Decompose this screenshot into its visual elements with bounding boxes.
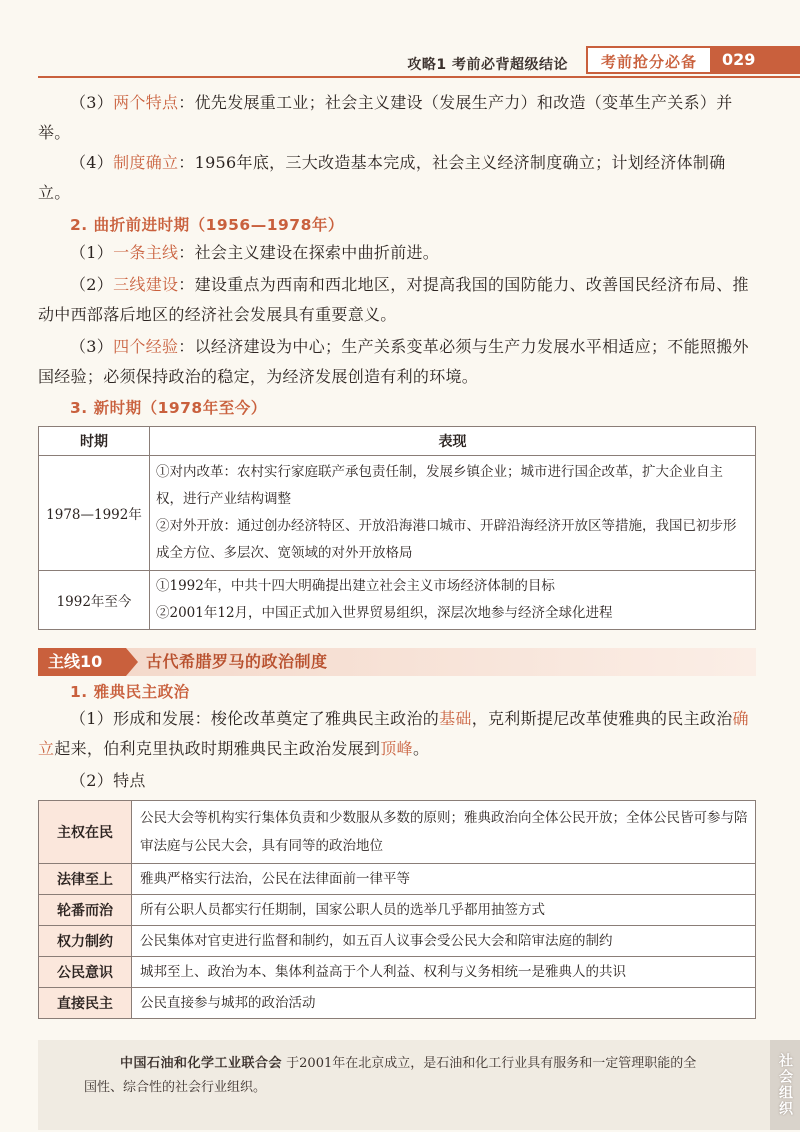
page-number: 029 — [712, 46, 800, 74]
feature-value: 公民大会等机构实行集体负责和少数服从多数的原则；雅典政治向全体公民开放；全体公民皆可参与陪审法庭与公民大会，具有同等的政治地位 — [132, 801, 756, 864]
footer-note — [38, 1040, 800, 1130]
athens-features-table — [38, 800, 756, 1019]
new-period-table — [38, 426, 756, 630]
main-line-title: 古代希腊罗马的政治制度 — [146, 652, 328, 671]
table-row — [39, 801, 756, 864]
note-text — [84, 1052, 704, 1100]
feature-key: 轮番而治 — [39, 895, 132, 926]
feature-value: 城邦至上、政治为本、集体利益高于个人利益、权利与义务相统一是雅典人的共识 — [132, 957, 756, 988]
table-header-row — [39, 427, 756, 456]
col-header-performance: 表现 — [150, 427, 756, 456]
section-badge: 考前抢分必备 — [586, 46, 712, 74]
table-row — [39, 988, 756, 1019]
period-cell: 1992年至今 — [39, 571, 150, 630]
para-system-established: （4）制度确立：1956年底，三大改造基本完成，社会主义经济制度确立；计划经济体制确立。 — [38, 153, 726, 202]
table-row — [39, 895, 756, 926]
subheading-athens-democracy: 1. 雅典民主政治 — [70, 683, 190, 701]
para-main-line: （1）一条主线：社会主义建设在探索中曲折前进。 — [70, 243, 440, 262]
main-line-tag: 主线10 — [38, 648, 126, 676]
note-category-tab: 社会组织 — [770, 1040, 800, 1130]
subheading-new-period: 3. 新时期（1978年至今） — [70, 399, 267, 417]
main-line-banner — [38, 648, 756, 676]
subheading-tortuous-period: 2. 曲折前进时期（1956—1978年） — [70, 216, 344, 234]
chevron-right-icon — [126, 648, 138, 676]
feature-value: 公民直接参与城邦的政治活动 — [132, 988, 756, 1019]
note-description: 于2001年在北京成立，是石油和化工行业具有服务和一定管理职能的全国性、综合性的社会行业组织。 — [84, 1056, 697, 1095]
para-formation: （1）形成和发展：梭伦改革奠定了雅典民主政治的基础，克利斯提尼改革使雅典的民主政治确立起来，伯利克里执政时期雅典民主政治发展到顶峰。 — [38, 709, 749, 758]
col-header-period: 时期 — [39, 427, 150, 456]
table-row — [39, 571, 756, 630]
feature-key: 公民意识 — [39, 957, 132, 988]
table-row — [39, 456, 756, 571]
feature-key: 权力制约 — [39, 926, 132, 957]
header-rule — [38, 76, 800, 78]
period-cell: 1978—1992年 — [39, 456, 150, 571]
page-header — [0, 44, 800, 76]
table-row — [39, 864, 756, 895]
feature-key: 主权在民 — [39, 801, 132, 864]
para-four-lessons: （3）四个经验：以经济建设为中心；生产关系变革必须与生产力发展水平相适应；不能照搬外国经验；必须保持政治的稳定，为经济发展创造有利的环境。 — [38, 337, 749, 386]
para-third-front: （2）三线建设：建设重点为西南和西北地区，对提高我国的国防能力、改善国民经济布局、推动中西部落后地区的经济社会发展具有重要意义。 — [38, 275, 749, 324]
feature-value: 公民集体对官吏进行监督和制约，如五百人议事会受公民大会和陪审法庭的制约 — [132, 926, 756, 957]
table-row — [39, 926, 756, 957]
feature-value: 所有公职人员都实行任期制，国家公职人员的选举几乎都用抽签方式 — [132, 895, 756, 926]
performance-cell: ①1992年，中共十四大明确提出建立社会主义市场经济体制的目标 ②2001年12月，中国正式加入世界贸易组织，深层次地参与经济全球化进程 — [150, 571, 756, 630]
feature-value: 雅典严格实行法治，公民在法律面前一律平等 — [132, 864, 756, 895]
feature-key: 直接民主 — [39, 988, 132, 1019]
section-title: 攻略1 考前必背超级结论 — [407, 57, 568, 73]
feature-key: 法律至上 — [39, 864, 132, 895]
note-organization: 中国石油和化学工业联合会 — [120, 1056, 283, 1071]
para-two-features: （3）两个特点：优先发展重工业；社会主义建设（发展生产力）和改造（变革生产关系）并举。 — [38, 93, 733, 142]
para-features-heading: （2）特点 — [70, 771, 146, 790]
performance-cell: ①对内改革：农村实行家庭联产承包责任制，发展乡镇企业；城市进行国企改革，扩大企业自主权，进行产业结构调整 ②对外开放：通过创办经济特区、开放沿海港口城市、开辟沿海经济开放区等措施，我国已初步形成全方位、多层次、宽领域的对外开放格局 — [150, 456, 756, 571]
table-row — [39, 957, 756, 988]
